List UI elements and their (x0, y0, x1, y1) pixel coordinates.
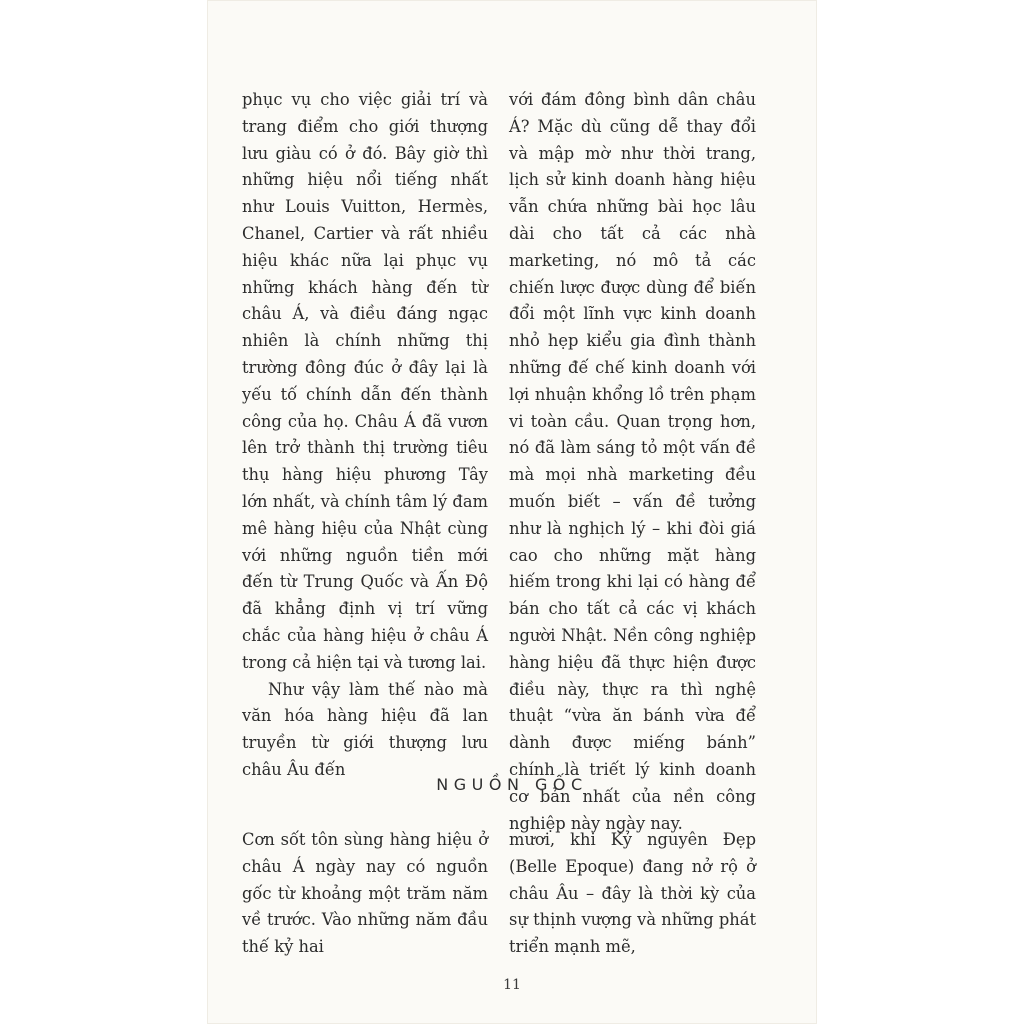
text-column-right-top (509, 87, 756, 837)
text-column-left-top (242, 87, 488, 784)
text-column-left-bottom (242, 827, 488, 961)
paragraph: Như vậy làm thế nào mà văn hóa hàng hiệu đã lan truyền từ giới thượng lưu châu Âu đến (242, 679, 488, 779)
paragraph: mươi, khi Kỷ nguyên Đẹp (Belle Epoque) đang nở rộ ở châu Âu – đây là thời kỳ của sự thịnh vượng và những phát triển mạnh mẽ, (509, 830, 756, 957)
paragraph: với đám đông bình dân châu Á? Mặc dù cũng dễ thay đổi và mập mờ như thời trang, lịch sử kinh doanh hàng hiệu vẫn chứa những bài học lâu dài cho tất cả các nhà marketing, nó mô tả các chiến lược được dùng để biến đổi một lĩnh vực kinh doanh nhỏ hẹp kiểu gia đình thành những đế chế kinh doanh với lợi nhuận khổng lồ trên phạm vi toàn cầu. Quan trọng hơn, nó đã làm sáng tỏ một vấn đề mà mọi nhà marketing đều muốn biết – vấn đề tưởng như là nghịch lý – khi đòi giá cao cho những mặt hàng hiếm trong khi lại có hàng để bán cho tất cả các vị khách người Nhật. Nền công nghiệp hàng hiệu đã thực hiện được điều này, thực ra thì nghệ thuật “vừa ăn bánh vừa để dành được miếng bánh” chính là triết lý kinh doanh cơ bản nhất của nền công nghiệp này ngày nay. (509, 90, 756, 833)
paragraph: phục vụ cho việc giải trí và trang điểm cho giới thượng lưu giàu có ở đó. Bây giờ thì những hiệu nổi tiếng nhất như Louis Vuitton, Hermès, Chanel, Cartier và rất nhiều hiệu khác nữa lại phục vụ những khách hàng đến từ châu Á, và điều đáng ngạc nhiên là chính những thị trường đông đúc ở đây lại là yếu tố chính dẫn đến thành công của họ. Châu Á đã vươn lên trở thành thị trường tiêu thụ hàng hiệu phương Tây lớn nhất, và chính tâm lý đam mê hàng hiệu của Nhật cùng với những nguồn tiền mới đến từ Trung Quốc và Ấn Độ đã khẳng định vị trí vững chắc của hàng hiệu ở châu Á trong cả hiện tại và tương lai. (242, 90, 488, 672)
paragraph: Cơn sốt tôn sùng hàng hiệu ở châu Á ngày nay có nguồn gốc từ khoảng một trăm năm về trước. Vào những năm đầu thế kỷ hai (242, 830, 488, 957)
text-column-right-bottom (509, 827, 756, 961)
section-heading: NGUỒN GỐC (436, 775, 588, 794)
page-number: 11 (503, 977, 521, 993)
